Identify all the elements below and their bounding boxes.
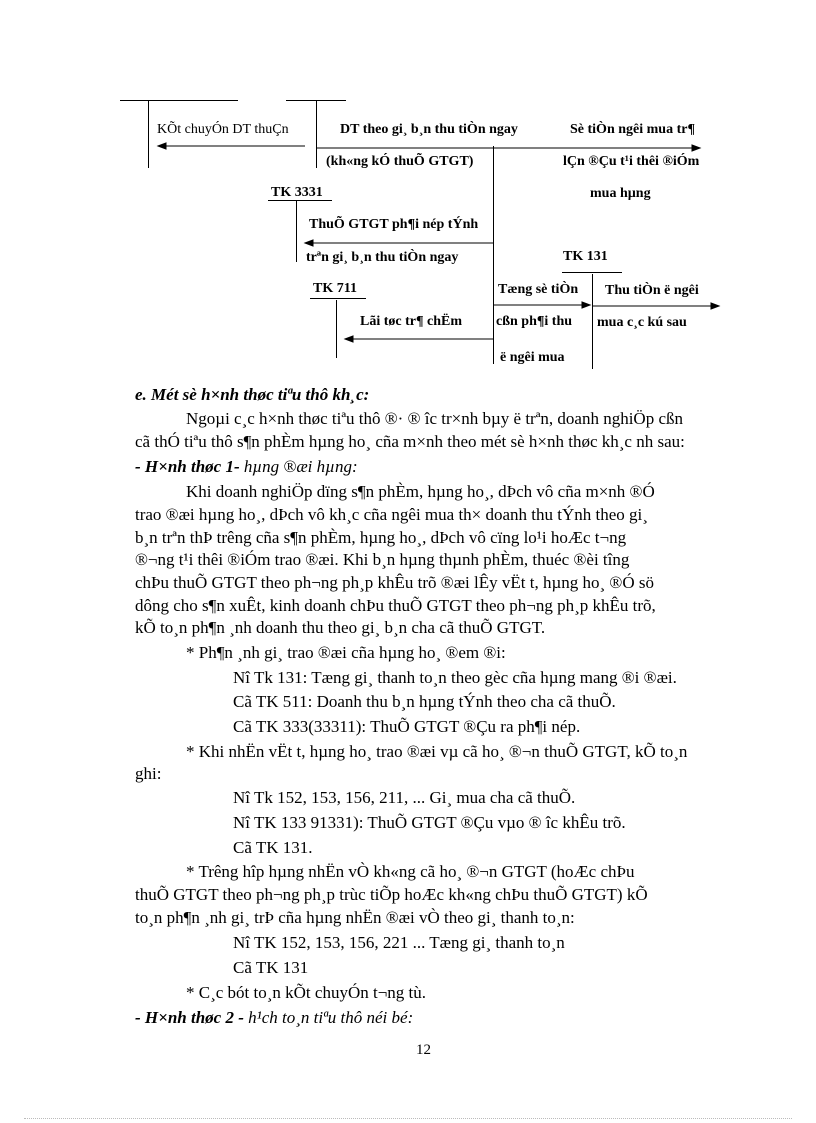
form-1-label: - H×nh thøc 1-	[135, 457, 240, 476]
entry-line: Cã TK 511: Doanh thu b¸n hµng tÝnh theo cha cã thuÕ.	[233, 692, 616, 711]
label-tk-3331: TK 3331	[271, 185, 323, 200]
paragraph-line: chÞu thuÕ GTGT theo ph¬ng ph¸p khÊu trõ ®æi lÊy vËt t, hµng ho¸ ®Ó sö	[135, 573, 654, 592]
subsection-1: * Ph¶n ¸nh gi¸ trao ®æi cña hµng ho¸ ®em ®i:	[186, 643, 506, 662]
arrow-tongso-head	[582, 302, 590, 308]
label-so-tien-3: mua hµng	[590, 186, 651, 201]
entry-line: Cã TK 131	[233, 958, 309, 977]
paragraph-line: dông cho s¶n xuÊt, kinh doanh chÞu thuÕ GTGT theo ph¬ng ph¸p khÊu trõ,	[135, 596, 656, 615]
label-thu-tien-1: Thu tiÒn ë ngêi	[605, 283, 699, 298]
subsection-3-cont: to¸n ph¶n ¸nh gi¸ trÞ cña hµng nhËn ®æi vÒ theo gi¸ thanh to¸n:	[135, 908, 575, 927]
subsection-2-cont: ghi:	[135, 764, 162, 783]
subsection-4: * C¸c bót to¸n kÕt chuyÓn t¬ng tù.	[186, 983, 427, 1002]
intro-line-1: Ngoµi c¸c h×nh thøc tiªu thô ®· ® îc tr×nh bµy ë trªn, doanh nghiÖp cßn	[186, 409, 684, 428]
label-so-tien-2: lÇn ®Çu t¹i thêi ®iÓm	[563, 154, 700, 169]
paragraph-line: Khi doanh nghiÖp dïng s¶n phÈm, hµng ho¸, dÞch vô cña m×nh ®Ó	[186, 482, 655, 501]
label-tk-131: TK 131	[563, 249, 608, 264]
label-thue-1: ThuÕ GTGT ph¶i nép tÝnh	[309, 217, 479, 232]
form-1-heading	[135, 457, 358, 477]
arrow-thue-head	[305, 240, 313, 246]
intro-line-2: cã thÓ tiªu thô s¶n phÈm hµng ho¸ cña m×nh theo mét sè h×nh thøc kh¸c nh sau:	[135, 432, 685, 451]
subsection-3: * Trêng hîp hµng nhËn vÒ kh«ng cã ho¸ ®¬n GTGT (hoÆc chÞu	[186, 862, 635, 881]
entry-line: Nî TK 133 91331): ThuÕ GTGT ®Çu vµo ® îc khÊu trõ.	[233, 813, 626, 832]
subsection-3-cont: thuÕ GTGT theo ph¬ng ph¸p trùc tiÕp hoÆc kh«ng chÞu thuÕ GTGT) kÕ	[135, 885, 648, 904]
arrow-kc-head	[158, 143, 166, 149]
form-1-subtitle: hµng ®æi hµng:	[239, 457, 358, 476]
label-dt-thu-tien-ngay: DT theo gi¸ b¸n thu tiÒn ngay	[340, 122, 518, 137]
label-ket-chuyen: KÕt chuyÓn DT thuÇn	[157, 122, 289, 137]
label-tong-so-tien: Tæng sè tiÒn	[498, 282, 579, 297]
form-2-subtitle: h¹ch to¸n tiªu thô néi bé:	[243, 1008, 414, 1027]
arrow-lai-head	[345, 336, 353, 342]
label-khong-ke-thue: (kh«ng kÓ thuÕ GTGT)	[326, 154, 474, 169]
form-2-label: - H×nh thøc 2 -	[135, 1008, 244, 1027]
arrow-thutien-head	[711, 303, 719, 309]
label-thu-tien-2: mua c¸c kú sau	[597, 315, 687, 330]
paragraph-line: trao ®æi hµng ho¸, dÞch vô kh¸c cña ngêi mua th× doanh thu tÝnh theo gi¸	[135, 505, 648, 524]
arrow-dt-head	[692, 145, 700, 151]
subsection-2: * Khi nhËn vËt t, hµng ho¸ trao ®æi vµ cã ho¸ ®¬n thuÕ GTGT, kÕ to¸n	[186, 742, 688, 761]
label-thue-2: trªn gi¸ b¸n thu tiÒn ngay	[306, 250, 459, 265]
entry-line: Cã TK 131.	[233, 838, 313, 857]
label-tk-711: TK 711	[313, 281, 357, 296]
entry-line: Cã TK 333(33311): ThuÕ GTGT ®Çu ra ph¶i nép.	[233, 717, 581, 736]
label-lai-tra-cham: Lãi tøc tr¶ chËm	[360, 314, 463, 329]
label-o-nguoi-mua: ë ngêi mua	[500, 350, 565, 365]
page-number: 12	[416, 1042, 431, 1058]
paragraph-line: kÕ to¸n ph¶n ¸nh doanh thu theo gi¸ b¸n cha cã thuÕ GTGT.	[135, 618, 546, 637]
form-2-heading	[135, 1008, 413, 1028]
entry-line: Nî Tk 131: Tæng gi¸ thanh to¸n theo gèc cña hµng mang ®i ®æi.	[233, 668, 677, 687]
paragraph-line: ®¬ng t¹i thêi ®iÓm trao ®æi. Khi b¸n hµng thµnh phÈm, thuéc ®èi tîng	[135, 550, 630, 569]
label-so-tien-1: Sè tiÒn ngêi mua tr¶	[570, 122, 696, 137]
label-con-phai-thu: cßn ph¶i thu	[496, 314, 573, 329]
entry-line: Nî TK 152, 153, 156, 221 ... Tæng gi¸ thanh to¸n	[233, 933, 565, 952]
entry-line: Nî Tk 152, 153, 156, 211, ... Gi¸ mua cha cã thuÕ.	[233, 788, 576, 807]
footer-divider	[24, 1118, 792, 1119]
paragraph-line: b¸n trªn thÞ trêng cña s¶n phÈm, hµng ho¸, dÞch vô cïng lo¹i hoÆc t¬ng	[135, 528, 627, 547]
section-title: e. Mét sè h×nh thøc tiªu thô kh¸c:	[135, 385, 370, 404]
